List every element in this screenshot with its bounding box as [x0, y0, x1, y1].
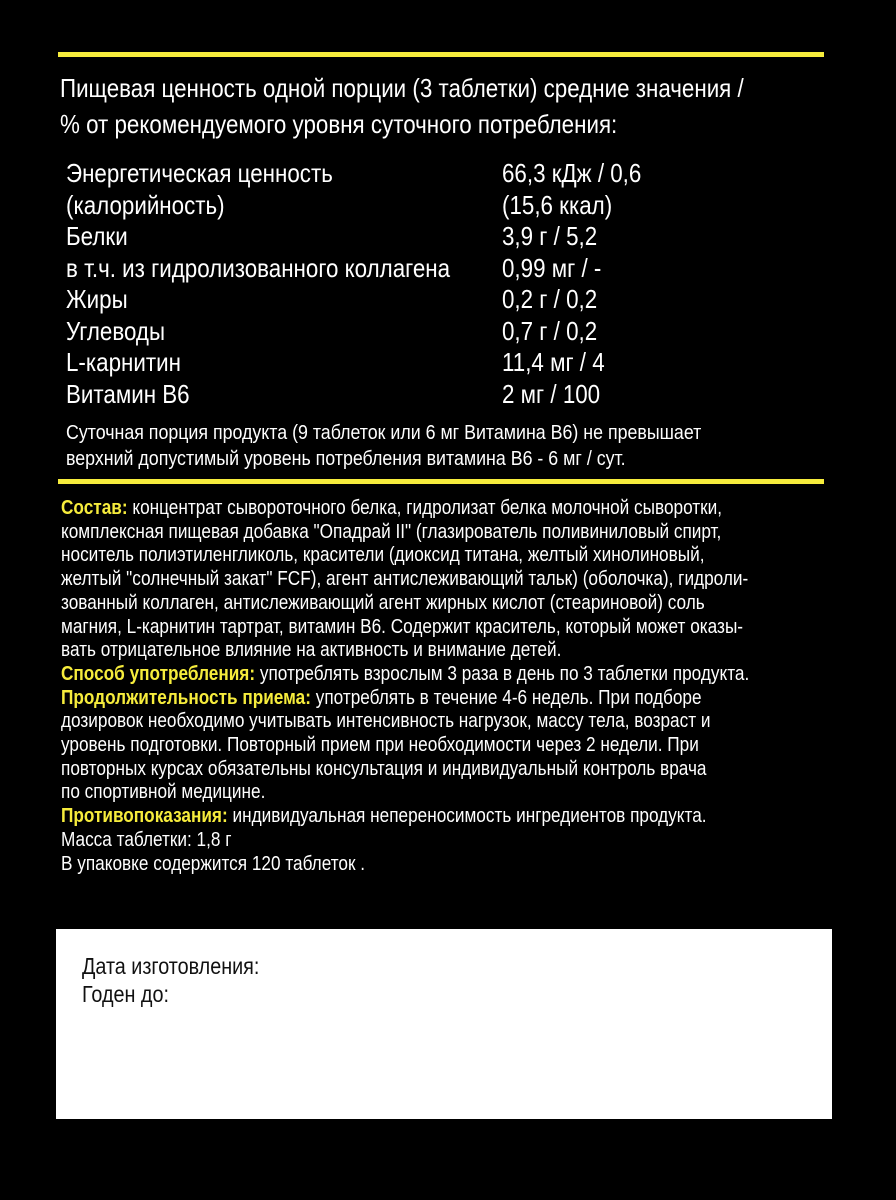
- usage-line: [61, 662, 750, 687]
- nutrition-value: 2 мг / 100: [502, 378, 601, 409]
- composition-line-6: магния, L-карнитин тартрат, витамин В6. Содержит краситель, который может оказы-: [61, 615, 744, 638]
- duration-line-2: дозировок необходимо учитывать интенсивность нагрузок, массу тела, возраст и: [61, 710, 711, 733]
- daily-dose-note-line-2: верхний допустимый уровень потребления витамина В6 - 6 мг / сут.: [66, 448, 626, 470]
- nutrition-row-carbs: [66, 316, 826, 348]
- nutrition-label: Белки: [66, 221, 128, 251]
- nutrition-value: 3,9 г / 5,2: [502, 221, 598, 251]
- nutrition-header-line-1: Пищевая ценность одной порции (3 таблетки) средние значения /: [60, 73, 744, 103]
- duration-line-4: повторных курсах обязательны консультация и индивидуальный контроль врача: [61, 757, 707, 780]
- contraindications-label: Противопоказания:: [61, 805, 228, 828]
- nutrition-row-protein: [66, 221, 826, 253]
- contraindications-text: индивидуальная непереносимость ингредиентов продукта.: [227, 805, 707, 828]
- composition-line-1: [61, 497, 728, 521]
- duration-line-1: [61, 687, 728, 711]
- duration-line-5: по спортивной медицине.: [61, 781, 266, 804]
- nutrition-label: Витамин В6: [66, 378, 190, 409]
- nutrition-label: Жиры: [66, 284, 128, 314]
- composition-label: Состав:: [61, 497, 128, 519]
- manufacture-date-label: Дата изготовления:: [82, 953, 260, 979]
- nutrition-header: [60, 70, 744, 142]
- nutrition-value: 0,2 г / 0,2: [502, 284, 598, 314]
- nutrition-row-b6: [66, 379, 826, 411]
- composition-line-2: комплексная пищевая добавка "Опадрай II" (глазирователь поливиниловый спирт,: [61, 520, 722, 543]
- date-stamp-box: [56, 929, 832, 1119]
- top-yellow-rule: [58, 52, 824, 57]
- pack-count: В упаковке содержится 120 таблеток .: [61, 852, 366, 875]
- nutrition-row-collagen: [66, 253, 826, 285]
- daily-dose-note-line-1: Суточная порция продукта (9 таблеток или 6 мг Витамина В6) не превышает: [66, 422, 702, 444]
- composition-text: концентрат сывороточного белка, гидролизат белка молочной сыворотки,: [127, 497, 723, 519]
- nutrition-value: 11,4 мг / 4: [502, 347, 605, 377]
- contraindications-line: [61, 805, 728, 829]
- nutrition-row-carnitine: [66, 347, 826, 379]
- nutrition-value: (15,6 ккал): [502, 189, 613, 220]
- nutrition-label: Углеводы: [66, 315, 166, 346]
- nutrition-row-fat: [66, 284, 826, 316]
- nutrition-value: 0,7 г / 0,2: [502, 315, 598, 346]
- composition-line-4: желтый "солнечный закат" FCF), агент антислеживающий тальк) (оболочка), гидроли-: [61, 568, 749, 591]
- nutrition-label: (калорийность): [66, 189, 225, 220]
- usage-text: употреблять взрослым 3 раза в день по 3 таблетки продукта.: [255, 662, 750, 685]
- duration-line-3: уровень подготовки. Повторный прием при необходимости через 2 недели. При: [61, 734, 699, 757]
- best-before-label: Годен до:: [82, 981, 169, 1007]
- nutrition-row-energy: [66, 158, 826, 190]
- middle-yellow-rule: [58, 479, 824, 484]
- nutrition-label: в т.ч. из гидролизованного коллагена: [66, 252, 451, 283]
- composition-line-3: носитель полиэтиленгликоль, красители (диоксид титана, желтый хинолиновый,: [61, 544, 705, 567]
- composition-line-7: вать отрицательное влияние на активность и внимание детей.: [61, 639, 562, 662]
- nutrition-value: 0,99 мг / -: [502, 252, 602, 283]
- tablet-mass: Масса таблетки: 1,8 г: [61, 828, 232, 851]
- nutrition-label: L-карнитин: [66, 347, 181, 377]
- product-info: [61, 497, 836, 876]
- usage-label: Способ употребления:: [61, 662, 256, 685]
- daily-dose-note: [66, 420, 751, 472]
- nutrition-value: 66,3 кДж / 0,6: [502, 158, 642, 188]
- nutrition-label: Энергетическая ценность: [66, 158, 333, 188]
- nutrition-row-calories: [66, 190, 826, 222]
- nutrition-header-line-2: % от рекомендуемого уровня суточного потребления:: [60, 109, 618, 139]
- duration-label: Продолжительность приема:: [61, 686, 311, 709]
- nutrition-table: [66, 158, 826, 410]
- duration-text: употреблять в течение 4-6 недель. При подборе: [310, 686, 702, 709]
- composition-line-5: зованный коллаген, антислеживающий агент жирных кислот (стеариновой) соль: [61, 591, 705, 614]
